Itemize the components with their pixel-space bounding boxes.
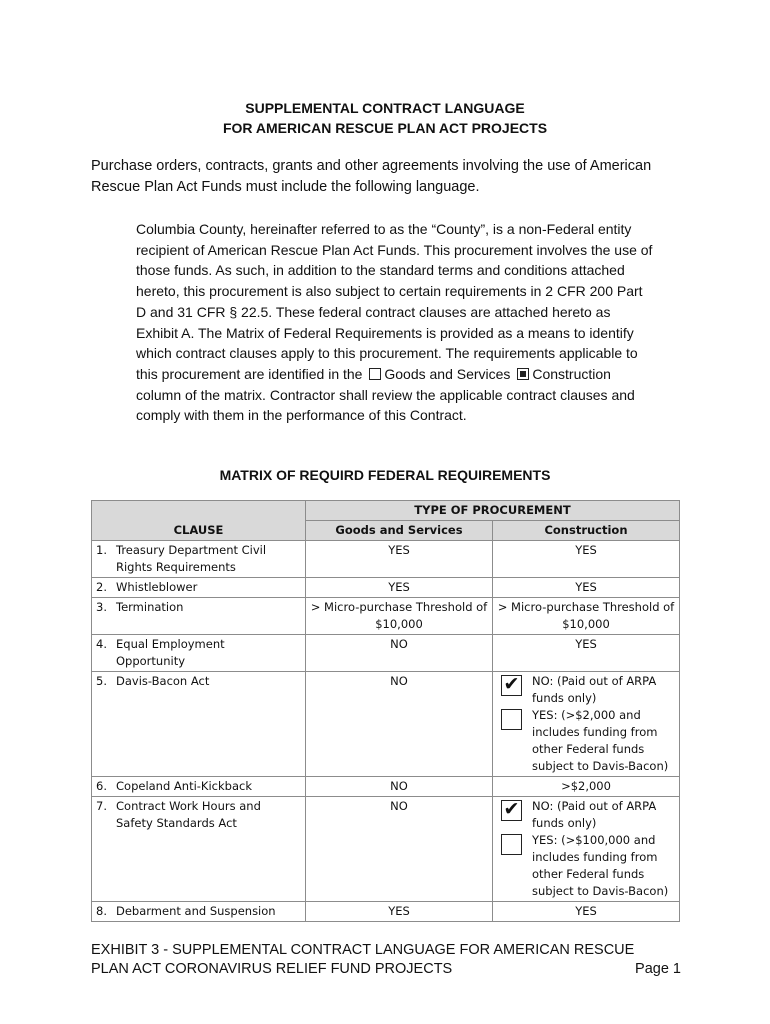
clause-name: Copeland Anti-Kickback — [116, 779, 252, 793]
clause-cell — [92, 578, 306, 598]
clause-cell — [92, 902, 306, 922]
clause-number: 6. — [96, 779, 107, 793]
matrix-title: MATRIX OF REQUIRD FEDERAL REQUIREMENTS — [219, 467, 551, 483]
table-row — [92, 635, 680, 672]
construction-cell: YES — [493, 541, 680, 578]
construction-cell: > Micro-purchase Threshold of $10,000 — [493, 598, 680, 635]
contract-language-part1: Columbia County, hereinafter referred to as the “County”, is a non-Federal entity recipient of American Rescue Plan Act Funds. This procurement involves the use of those funds. As such, in addition to the standard terms and conditions attached hereto, this procurement is also subject to certain requirements in 2 CFR 200 Part D and 31 CFR § 22.5. These federal contract clauses are attached hereto as Exhibit A. The Matrix of Federal Requirements is provided as a means to identify which contract clauses apply to this procurement. The requirements applicable to this procurement are identified in the — [136, 221, 653, 382]
contract-language-paragraph — [136, 219, 656, 426]
construction-option — [497, 673, 675, 707]
goods-services-cell: NO — [306, 797, 493, 902]
table-row — [92, 777, 680, 797]
clause-cell — [92, 598, 306, 635]
construction-option-text: NO: (Paid out of ARPA funds only) — [532, 674, 657, 705]
clause-cell — [92, 672, 306, 777]
construction-cell: YES — [493, 578, 680, 598]
construction-option-text: YES: (>$100,000 and includes funding from other Federal funds subject to Davis-Bacon) — [532, 833, 669, 898]
goods-services-cell: NO — [306, 777, 493, 797]
goods-services-cell: NO — [306, 635, 493, 672]
footer-line1: EXHIBIT 3 - SUPPLEMENTAL CONTRACT LANGUAGE FOR AMERICAN RESCUE — [91, 942, 635, 958]
clause-cell — [92, 797, 306, 902]
page-number: Page 1 — [635, 961, 681, 977]
construction-option — [497, 707, 675, 775]
table-row — [92, 797, 680, 902]
clause-name: Debarment and Suspension — [116, 904, 276, 918]
clause-number: 3. — [96, 600, 107, 614]
clause-cell — [92, 777, 306, 797]
construction-cell — [493, 797, 680, 902]
goods-services-cell: YES — [306, 541, 493, 578]
clause-name: Equal Employment Opportunity — [116, 637, 225, 668]
clause-number: 8. — [96, 904, 107, 918]
construction-checkbox[interactable] — [517, 368, 529, 380]
clause-number: 5. — [96, 674, 107, 688]
procurement-type-header: TYPE OF PROCUREMENT — [306, 501, 680, 521]
goods-services-option-label: Goods and Services — [384, 365, 511, 382]
page-footer — [91, 941, 681, 979]
goods-services-cell: YES — [306, 578, 493, 598]
clause-number: 1. — [96, 543, 107, 557]
table-row — [92, 672, 680, 777]
goods-services-checkbox[interactable] — [369, 368, 381, 380]
table-row — [92, 541, 680, 578]
empty-checkbox-icon[interactable] — [501, 834, 522, 855]
clause-cell — [92, 541, 306, 578]
construction-column-header: Construction — [493, 521, 680, 541]
clause-number: 4. — [96, 637, 107, 651]
clause-number: 2. — [96, 580, 107, 594]
clause-name: Contract Work Hours and Safety Standards Act — [116, 799, 261, 830]
clause-name: Treasury Department Civil Rights Requirements — [116, 543, 267, 574]
construction-option-label: Construction — [532, 365, 611, 382]
goods-services-column-header: Goods and Services — [306, 521, 493, 541]
checked-checkbox-icon[interactable]: ✔ — [501, 800, 522, 821]
intro-paragraph: Purchase orders, contracts, grants and other agreements involving the use of American Rescue Plan Act Funds must include the following language. — [91, 158, 652, 195]
table-row — [92, 598, 680, 635]
contract-language-part2: column of the matrix. Contractor shall review the applicable contract clauses and comply with them in the performance of this Contract. — [136, 386, 635, 424]
clause-column-header: CLAUSE — [92, 501, 306, 541]
clause-name: Whistleblower — [116, 580, 198, 594]
clause-cell — [92, 635, 306, 672]
table-row — [92, 902, 680, 922]
footer-line2: PLAN ACT CORONAVIRUS RELIEF FUND PROJECTS — [91, 961, 453, 977]
clause-name: Davis-Bacon Act — [116, 674, 210, 688]
construction-option-text: NO: (Paid out of ARPA funds only) — [532, 799, 657, 830]
document-title-line2: FOR AMERICAN RESCUE PLAN ACT PROJECTS — [222, 120, 548, 136]
construction-option — [497, 832, 675, 900]
construction-option — [497, 798, 675, 832]
empty-checkbox-icon[interactable] — [501, 709, 522, 730]
clause-number: 7. — [96, 799, 107, 813]
construction-cell — [493, 672, 680, 777]
construction-cell: >$2,000 — [493, 777, 680, 797]
checked-checkbox-icon[interactable]: ✔ — [501, 675, 522, 696]
construction-cell: YES — [493, 902, 680, 922]
construction-cell: YES — [493, 635, 680, 672]
construction-option-text: YES: (>$2,000 and includes funding from other Federal funds subject to Davis-Bacon) — [532, 708, 669, 773]
matrix-body — [92, 541, 680, 922]
table-row — [92, 578, 680, 598]
document-title-line1: SUPPLEMENTAL CONTRACT LANGUAGE — [245, 100, 525, 116]
goods-services-cell: NO — [306, 672, 493, 777]
clause-name: Termination — [116, 600, 184, 614]
federal-requirements-matrix — [91, 500, 680, 922]
goods-services-cell: YES — [306, 902, 493, 922]
goods-services-cell: > Micro-purchase Threshold of $10,000 — [306, 598, 493, 635]
